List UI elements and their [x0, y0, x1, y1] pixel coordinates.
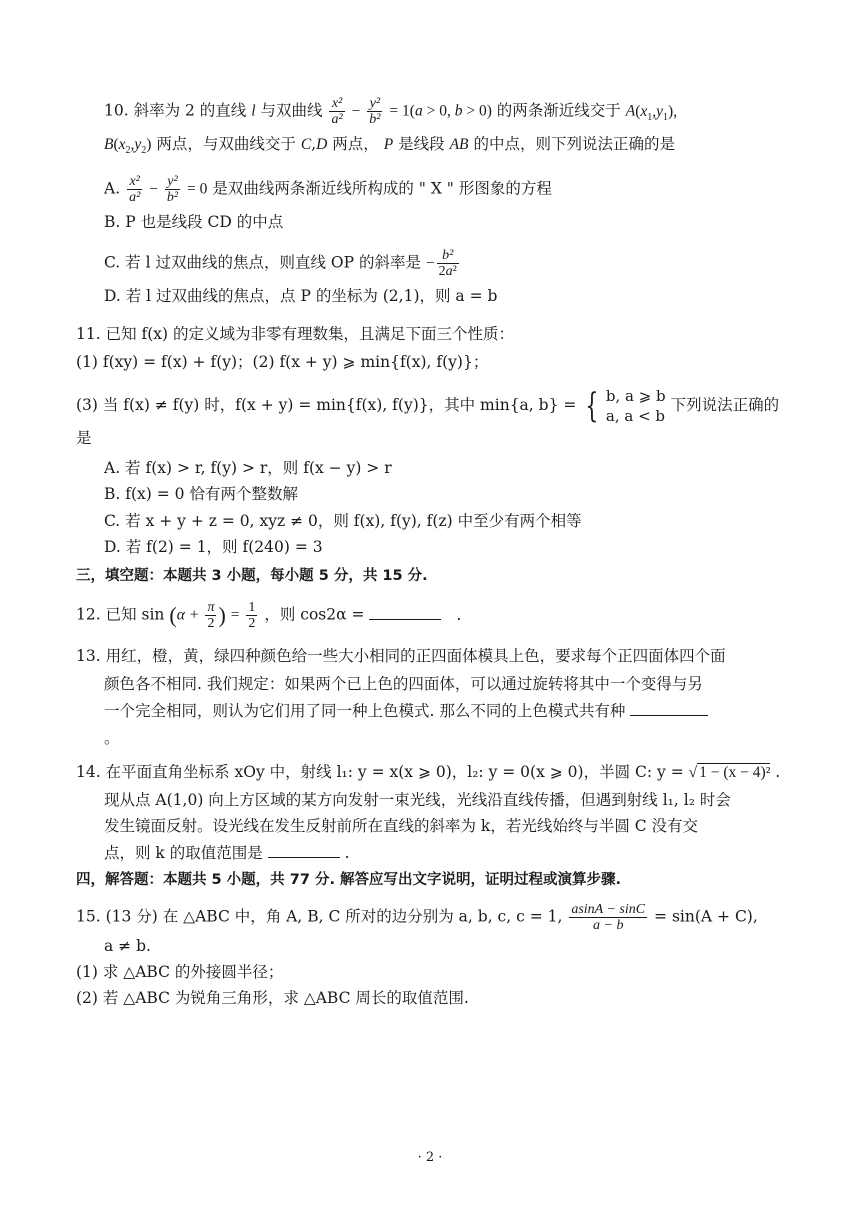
q10-option-d: D. 若 l 过双曲线的焦点，点 P 的坐标为 (2,1)，则 a = b — [104, 287, 498, 305]
q11-line4: 是 — [76, 429, 92, 447]
q10-line2: $B(x_2,y_2)$ 两点，与双曲线交于 C,D 两点， P 是线段 AB 的中点，则下列说法正确的是 — [104, 135, 675, 157]
q15-part1: (1) 求 △ABC 的外接圆半径； — [76, 963, 284, 981]
q10-line1: 10. 斜率为 2 的直线 l 与双曲线 $\frac{\text{x²}}{\text{a²}}$ − $\frac{\text{y²}}{\text{b²}}$ = 1(a > 0, b > 0) 的两条渐近线交于 $A(x_1,y_1)$, — [104, 96, 678, 127]
section-4-heading: 四，解答题：本题共 5 小题，共 77 分. 解答应写出文字说明，证明过程或演算步骤. — [76, 872, 622, 888]
q14-line1: 14. 在平面直角坐标系 xOy 中，射线 l₁: y = x(x ⩾ 0)，l₂: y = 0(x ⩾ 0)，半圆 C: y = √ 1 − (x − 4)² . — [76, 763, 781, 781]
q11-option-b: B. f(x) = 0 恰有两个整数解 — [104, 485, 298, 503]
q14-line4: 点，则 k 的取值范围是 . — [104, 844, 350, 862]
q13-answer-blank[interactable] — [630, 701, 708, 716]
q14-line3: 发生镜面反射。设光线在发生反射前所在直线的斜率为 k，若光线始终与半圆 C 没有交 — [104, 817, 699, 835]
q11-line1: 11. 已知 f(x) 的定义域为非零有理数集，且满足下面三个性质： — [76, 325, 515, 343]
q11-line3: (3) 当 f(x) ≠ f(y) 时，f(x + y) = min{f(x), f(y)}，其中 min{a, b} = { b, a ⩾ b a, a < b 下列说法正确的 — [76, 386, 780, 426]
q12-answer-blank[interactable] — [369, 605, 441, 620]
q15-line1: 15. (13 分) 在 △ABC 中，角 A, B, C 所对的边分别为 a, b, c, c = 1, $\frac{asinA - \sin C}{a - b}$ = sin(A + C), — [76, 902, 758, 933]
q14-answer-blank[interactable] — [268, 843, 340, 858]
q10-option-b: B. P 也是线段 CD 的中点 — [104, 213, 284, 231]
line-l: l — [251, 102, 256, 120]
q13-line4: 。 — [104, 729, 120, 747]
min-cases: b, a ⩾ b a, a < b — [605, 387, 666, 425]
q10-option-a: A. $\frac{\text{x²}}{\text{a²}}$ − $\frac{\text{y²}}{\text{b²}}$ = 0 是双曲线两条渐近线所构成的 " X " 形图象的方程 — [104, 174, 552, 205]
frac-x2-a2: $\frac{\text{x²}}{\text{a²}}$ — [331, 96, 343, 127]
q11-option-a: A. 若 f(x) > r, f(y) > r，则 f(x − y) > r — [104, 459, 392, 477]
page-number: · 2 · — [417, 1150, 443, 1165]
brace-icon: { — [585, 386, 599, 426]
q13-line2: 颜色各不相同. 我们规定：如果两个已上色的四面体，可以通过旋转将其中一个变得与另 — [104, 675, 703, 693]
q15-part2: (2) 若 △ABC 为锐角三角形，求 △ABC 周长的取值范围. — [76, 989, 469, 1007]
q13-line1: 13. 用红，橙，黄，绿四种颜色给一些大小相同的正四面体模具上色，要求每个正四面体四个面 — [76, 647, 726, 665]
q13-line3: 一个完全相同，则认为它们用了同一种上色模式. 那么不同的上色模式共有种 — [104, 701, 708, 721]
section-3-heading: 三，填空题：本题共 3 小题，每小题 5 分，共 15 分. — [76, 568, 428, 584]
q11-option-c: C. 若 x + y + z = 0, xyz ≠ 0，则 f(x), f(y), f(z) 中至少有两个相等 — [104, 512, 582, 530]
q14-line2: 现从点 A(1,0) 向上方区域的某方向发射一束光线，光线沿直线传播，但遇到射线 l₁, l₂ 时会 — [104, 791, 731, 809]
q10-option-c: C. 若 l 过双曲线的焦点，则直线 OP 的斜率是 − $\frac{\text{b²}}{\text{2a²}}$ — [104, 248, 457, 279]
q15-line2: a ≠ b. — [104, 937, 151, 955]
q12: 12. 已知 sin (α + $\frac{\pi}{2}$ ) = $\frac{1}{2}$ ，则 cos2α = . — [76, 600, 462, 631]
frac-y2-b2: $\frac{\text{y²}}{\text{b²}}$ — [369, 96, 381, 127]
q11-line2: (1) f(xy) = f(x) + f(y)；(2) f(x + y) ⩾ min{f(x), f(y)}； — [76, 353, 489, 371]
q10-number: 10. — [104, 101, 129, 120]
q11-option-d: D. 若 f(2) = 1，则 f(240) = 3 — [104, 538, 323, 556]
q15-fraction: $\frac{asinA - \sin C}{a - b}$ — [571, 902, 646, 933]
